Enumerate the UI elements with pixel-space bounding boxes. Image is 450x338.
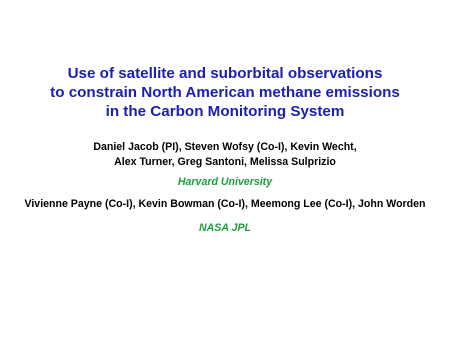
- harvard-authors-line-2: Alex Turner, Greg Santoni, Melissa Sulprizio: [114, 156, 336, 168]
- slide-title-line-1: Use of satellite and suborbital observations: [67, 65, 383, 82]
- harvard-authors-line-1: Daniel Jacob (PI), Steven Wofsy (Co-I), Kevin Wecht,: [93, 141, 357, 153]
- jpl-authors-line: Vivienne Payne (Co-I), Kevin Bowman (Co-I), Meemong Lee (Co-I), John Worden: [24, 198, 426, 210]
- slide-title-line-3: in the Carbon Monitoring System: [105, 103, 345, 120]
- harvard-affiliation: Harvard University: [177, 176, 273, 188]
- slide-title-line-2: to constrain North American methane emissions: [50, 84, 400, 101]
- jpl-affiliation: NASA JPL: [199, 222, 251, 234]
